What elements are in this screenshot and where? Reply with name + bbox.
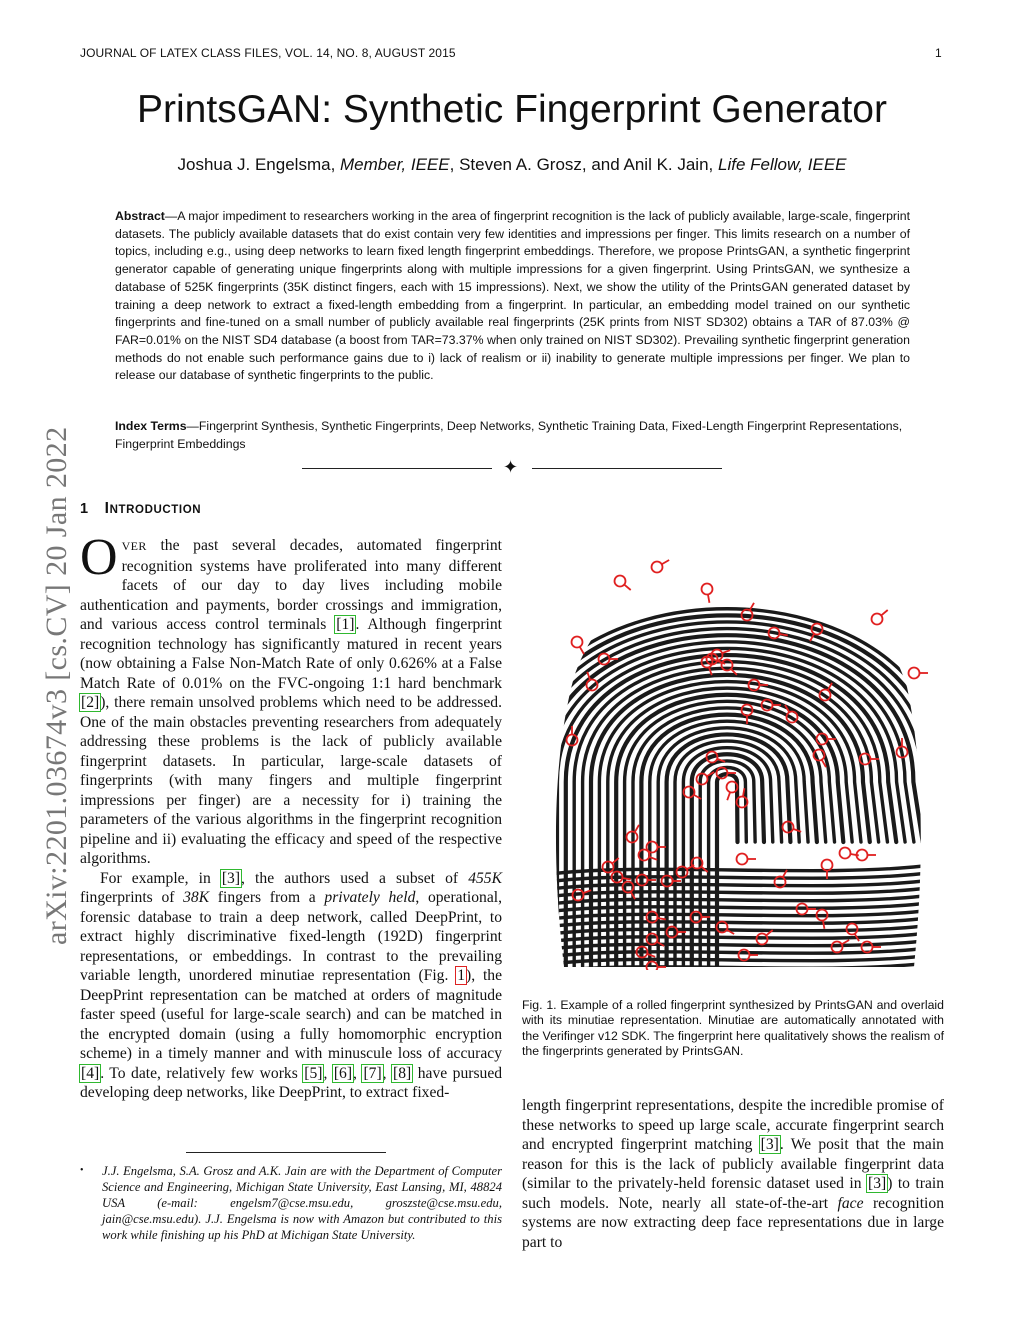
separator-right	[532, 468, 722, 469]
intro-text: length fingerprint representations, despite the incredible promise of these networks to speed up large scale, accurate fingerprint search and encrypted fingerprint matching	[522, 1097, 944, 1153]
citation-link[interactable]: [6]	[333, 1064, 353, 1082]
dropcap-smallcaps: VER	[121, 539, 147, 553]
intro-text: ) to train such models. Note, nearly all state-of-the-art	[522, 1175, 944, 1212]
citation-link[interactable]: [3]	[868, 1175, 887, 1192]
figure-caption: Fig. 1. Example of a rolled fingerprint synthesized by PrintsGAN and overlaid with its minutiae representation. Minutiae are automatically annotated with the Verifinger v12 SDK. The fingerprint here qualitatively shows the realism of the fingerprints generated by PrintsGAN.	[522, 998, 944, 1058]
citation-link[interactable]: [3]	[221, 869, 241, 887]
dropcap: O	[80, 529, 118, 586]
page-number: 1	[935, 46, 942, 60]
fingerprint-image	[522, 537, 944, 970]
intro-text: , operational, forensic database to train a deep network, called DeepPrint, to extract highly discriminative fixed-length (192D) fingerprint representations, or embeddings. In contrast to the prevailing variable length, unordered minutiae representation (Fig.	[80, 889, 502, 984]
emphasis: face	[837, 1194, 864, 1212]
citation-link[interactable]: [5]	[304, 1064, 323, 1082]
index-terms-label: Index Terms	[115, 419, 187, 433]
citation-link[interactable]: [2]	[81, 694, 100, 711]
intro-text: ), the DeepPrint representation can be matched at orders of magnitude faster speed (useful for large-scale search) and can be matched in the encrypted domain (using a fully homomorphic encryption scheme) in a timely manner and with minuscule loss of accuracy	[80, 967, 502, 1062]
intro-text: on the FVC-ongoing 1:1 hard benchmark	[222, 674, 502, 692]
abstract-text: —A major impediment to researchers working in the area of fingerprint recognition is the lack of publicly available, large-scale, fingerprint datasets. The publicly available datasets that do exist contain very few identities and impressions per finger. This limits research on a number of topics, including e.g., using deep networks to learn fixed length fingerprint embeddings. Therefore, we propose PrintsGAN, a synthetic fingerprint generator capable of generating unique fingerprints along with multiple impressions for a given fingerprint. Using PrintsGAN, we synthesize a database of 525K fingerprints (35K distinct fingers, each with 15 impressions). Next, we show the utility of the PrintsGAN generated dataset by training a deep network to extract a fixed-length embedding from a fingerprint. In particular, an embedding model trained on our synthetic fingerprints and fine-tuned on a small number of publicly available real fingerprints (25K prints from NIST SD302) obtains a TAR of 87.03% @ FAR=0.01% on the NIST SD4 database (a boost from TAR=73.37% when only trained on NIST SD302). Prevailing synthetic fingerprint generation methods do not enable such performance gains due to i) lack of realism or ii) inability to generate multiple impressions per finger. We plan to release our database of synthetic fingerprints to the public.	[115, 209, 910, 383]
intro-text: , the authors used a subset of	[241, 869, 469, 887]
citation-link[interactable]: [4]	[81, 1064, 100, 1082]
section-heading	[80, 500, 201, 518]
author-1: Joshua J. Engelsma,	[177, 155, 341, 174]
intro-text: For example, in	[100, 869, 221, 887]
intro-paragraph-1	[80, 529, 502, 869]
running-head: JOURNAL OF LATEX CLASS FILES, VOL. 14, NO. 8, AUGUST 2015	[80, 46, 456, 60]
abstract	[115, 208, 910, 385]
intro-text: ,	[323, 1064, 333, 1082]
footnote-bullet-icon: •	[80, 1165, 84, 1176]
section-title-initial: I	[104, 500, 110, 517]
citation-link[interactable]: [8]	[393, 1064, 412, 1082]
emphasis: privately held	[324, 889, 416, 906]
separator-left	[302, 468, 492, 469]
fingerprint-figure	[522, 537, 944, 970]
paper-title: PrintsGAN: Synthetic Fingerprint Generator	[137, 88, 887, 131]
footnote-rule	[186, 1152, 386, 1153]
intro-paragraph-2	[80, 869, 502, 1103]
intro-text: . To date, relatively few works	[100, 1064, 304, 1082]
citation-link[interactable]: [3]	[760, 1136, 779, 1153]
index-terms-text: —Fingerprint Synthesis, Synthetic Fingerprints, Deep Networks, Synthetic Training Data, Fixed-Length Fingerprint Representations, Fingerprint Embeddings	[115, 419, 903, 451]
separator-diamond-icon: ✦	[503, 457, 519, 478]
intro-left-column	[80, 529, 503, 1103]
intro-text: the past several decades, automated fingerprint recognition systems have proliferated into many different facets of our day to day lives including mobile authentication and payments, border crossings and immigration, and various access control terminals	[80, 537, 502, 633]
figure-link[interactable]: 1	[457, 967, 465, 984]
intro-text: at a False Match Rate of	[80, 655, 502, 692]
author-2-3: , Steven A. Grosz, and Anil K. Jain,	[449, 155, 718, 174]
index-terms	[115, 418, 910, 453]
citation-link[interactable]: [1]	[336, 616, 355, 633]
author-line	[0, 155, 1024, 175]
author-3-role: Life Fellow, IEEE	[718, 155, 847, 174]
math-value: 455K	[468, 869, 502, 887]
math-value: 0.01%	[182, 674, 223, 692]
author-1-role: Member, IEEE	[340, 155, 450, 174]
intro-text: ), there remain unsolved problems which need to be addressed. One of the main obstacles preventing researchers from adequately addressing these problems is the lack of publicly available fingerprint datasets. In particular, large-scale datasets of fingerprints (with many fingers and multiple fingerprint impressions per finger) are a necessity for i) training the parameters of the various algorithms in the fingerprint recognition pipeline and ii) evaluating the efficacy and speed of the respective algorithms.	[80, 694, 502, 867]
section-title-rest: NTRODUCTION	[109, 504, 202, 516]
intro-text: have pursued developing deep networks, like DeepPrint, to extract fixed-	[80, 1064, 503, 1101]
intro-text: ,	[382, 1064, 393, 1082]
footnote-text: J.J. Engelsma, S.A. Grosz and A.K. Jain are with the Department of Computer Science and Engineering, Michigan State University, East Lansing, MI, 48824 USA (e-mail: engelsm7@cse.msu.edu, groszste@cse.msu.edu, jain@cse.msu.edu). J.J. Engelsma is now with Amazon but contributed to this work while finishing up his PhD at Michigan State University.	[102, 1164, 502, 1242]
intro-right-column	[522, 1096, 944, 1252]
intro-text: . Although fingerprint recognition technology has significantly matured in recent years (now obtaining a False Non-Match Rate of only	[80, 616, 502, 672]
citation-link[interactable]: [7]	[363, 1064, 382, 1082]
intro-text: ,	[353, 1064, 363, 1082]
abstract-label: Abstract	[115, 209, 165, 223]
intro-text: fingers from a	[209, 889, 325, 906]
intro-text: fingerprints of	[80, 889, 184, 906]
intro-text: . We posit that the main reason for this is the lack of publicly available fingerprint data (similar to the privately-held forensic dataset used in	[522, 1136, 944, 1192]
intro-text: recognition systems are now extracting deep face representations due in large part to	[522, 1194, 944, 1251]
arxiv-stamp: arXiv:2201.03674v3 [cs.CV] 20 Jan 2022	[40, 426, 73, 945]
section-number: 1	[80, 501, 89, 517]
math-value: 0.626%	[388, 655, 438, 672]
math-value: 38K	[183, 889, 210, 906]
affiliation-footnote	[80, 1163, 502, 1243]
